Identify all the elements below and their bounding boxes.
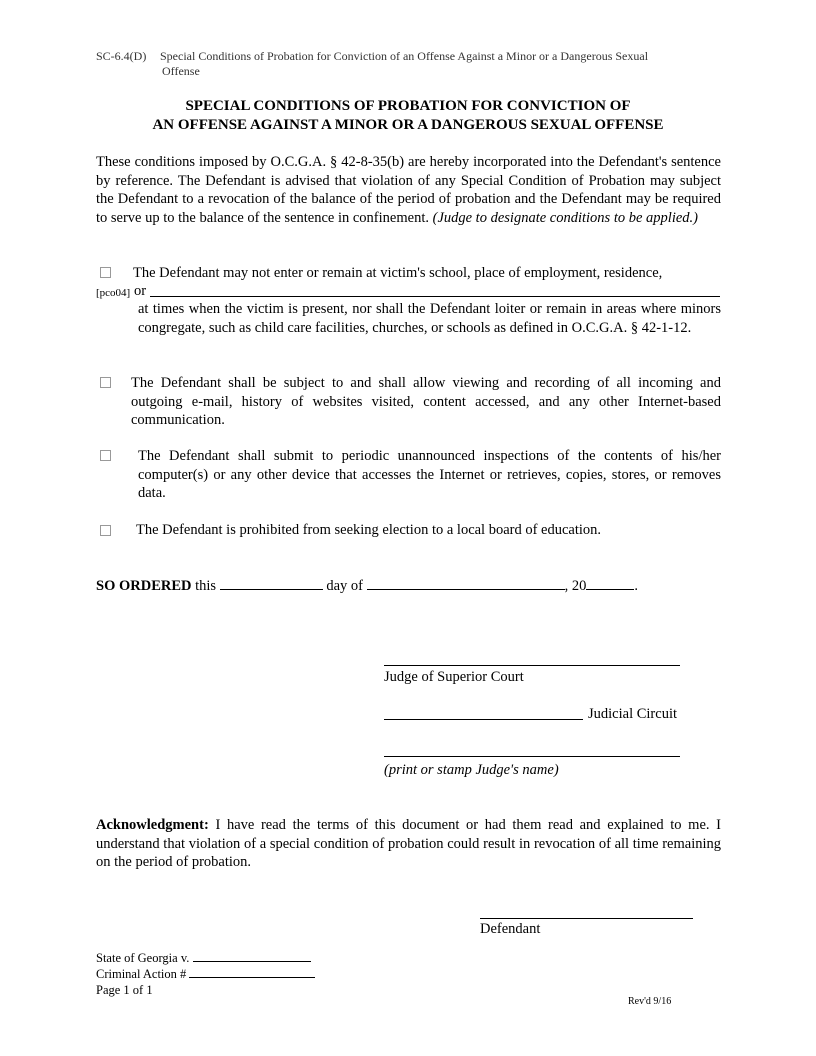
so-ordered-day-of: day of (326, 578, 363, 594)
condition-1-code: [pco04] (96, 287, 131, 299)
footer-action-label: Criminal Action # (96, 967, 187, 981)
condition-2-checkbox[interactable] (100, 377, 111, 388)
judge-signature-line[interactable] (384, 665, 680, 666)
intro-text: These conditions imposed by O.C.G.A. § 42-8-35(b) are hereby incorporated into the Defendant's sentence by reference. The Defendant is advised that violation of any Special Condition of Probation may subject the Defendant to a revocation of the balance of the period of probation and the Defendant may be required to serve up to the balance of the sentence in confinement. (96, 154, 721, 226)
condition-2-body: The Defendant shall be subject to and shall allow viewing and recording of all incoming and outgoing e-mail, history of websites visited, content accessed, and any other Internet-based communication. (131, 375, 721, 428)
condition-1-checkbox[interactable] (100, 267, 111, 278)
so-ordered-year-prefix: , 20 (564, 578, 587, 594)
condition-1-line1: The Defendant may not enter or remain at victim's school, place of employment, residence, (133, 265, 663, 281)
title-line1: SPECIAL CONDITIONS OF PROBATION FOR CONVICTION OF (185, 98, 631, 114)
so-ordered-period: . (634, 578, 638, 594)
defendant-signature-line[interactable] (480, 918, 693, 919)
condition-3-checkbox[interactable] (100, 450, 111, 461)
acknowledgment-text: I have read the terms of this document or had them read and explained to me. I understand that violation of a special condition of probation could result in revocation of all time remaining on the period of probation. (96, 817, 722, 870)
condition-4-checkbox[interactable] (100, 525, 111, 536)
form-title-line2: Offense (162, 64, 200, 78)
year-blank[interactable] (586, 576, 634, 590)
print-label: (print or stamp Judge's name) (384, 762, 559, 778)
form-id: SC-6.4(D) (96, 49, 147, 63)
footer-page: Page 1 of 1 (96, 983, 153, 997)
title-line2: AN OFFENSE AGAINST A MINOR OR A DANGEROUS SEXUAL OFFENSE (152, 117, 664, 133)
condition-1-blank-line[interactable] (150, 296, 720, 297)
defendant-label: Defendant (480, 921, 541, 937)
footer-rev: Rev'd 9/16 (628, 996, 672, 1007)
acknowledgment-paragraph (96, 816, 721, 872)
footer-state-label: State of Georgia v. (96, 951, 190, 965)
defendant-name-blank[interactable] (193, 950, 311, 962)
so-ordered-line (96, 576, 736, 596)
acknowledgment-label: Acknowledgment: (96, 817, 209, 833)
condition-1-or: or (134, 283, 147, 299)
judge-name-line[interactable] (384, 756, 680, 757)
footer-state (96, 950, 311, 966)
intro-note: (Judge to designate conditions to be applied.) (432, 209, 698, 226)
footer-action (96, 966, 315, 982)
circuit-label: Judicial Circuit (588, 706, 677, 722)
so-ordered-this: this (195, 578, 217, 594)
day-blank[interactable] (220, 576, 323, 590)
judge-label: Judge of Superior Court (384, 669, 524, 685)
condition-1-rest: at times when the victim is present, nor shall the Defendant loiter or remain in areas where minors congregate, such as child care facilities, churches, or schools as defined in O.C.G.A. § 42-1-12. (138, 301, 721, 336)
case-number-blank[interactable] (189, 966, 315, 978)
intro-paragraph (96, 153, 721, 227)
month-blank[interactable] (367, 576, 565, 590)
condition-3-text: The Defendant shall submit to periodic unannounced inspections of the contents of his/her computer(s) or any other device that accesses the Internet or retrieves, copies, stores, or removes data. (138, 448, 721, 501)
form-title-line1: Special Conditions of Probation for Conviction of an Offense Against a Minor or a Dangerous Sexual (160, 49, 649, 63)
so-ordered-label: SO ORDERED (96, 578, 192, 594)
condition-2-text (131, 374, 721, 430)
condition-4-text: The Defendant is prohibited from seeking election to a local board of education. (136, 522, 602, 538)
circuit-line[interactable] (384, 719, 583, 720)
